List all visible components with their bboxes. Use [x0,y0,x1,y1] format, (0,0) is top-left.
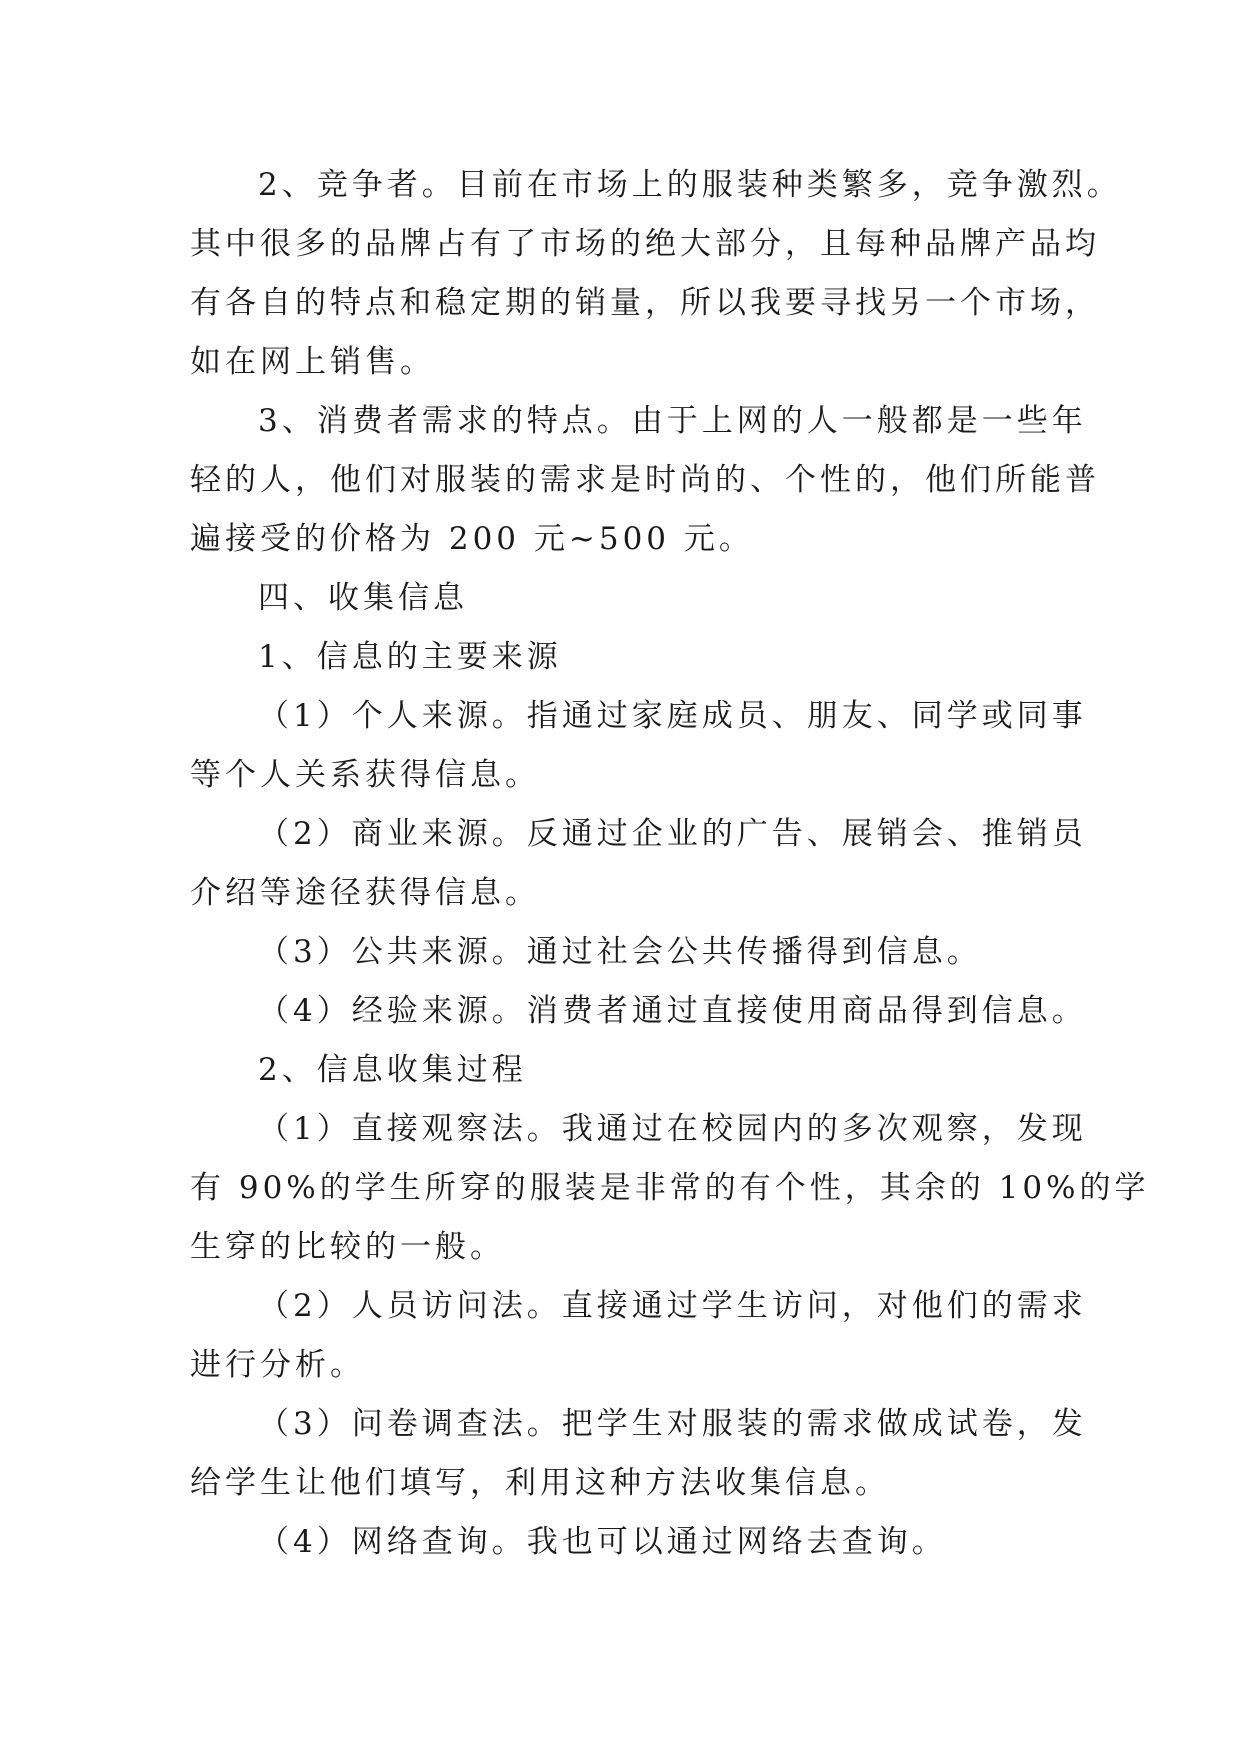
paragraph-competitors-line-1: 2、竞争者。目前在市场上的服装种类繁多，竞争激烈。 [258,167,1122,203]
item-public-source: （3）公共来源。通过社会公共传播得到信息。 [258,934,982,970]
paragraph-competitors-line-3: 有各自的特点和稳定期的销量，所以我要寻找另一个市场， [190,285,1100,321]
subheading-collection-process: 2、信息收集过程 [258,1052,527,1088]
item-interview-line-1: （2）人员访问法。直接通过学生访问，对他们的需求 [258,1288,1087,1324]
item-commercial-source-line-2: 介绍等途径获得信息。 [190,875,540,911]
item-observation-line-2: 有 90%的学生所穿的服装是非常的有个性，其余的 10%的学 [190,1170,1150,1206]
item-online-search: （4）网络查询。我也可以通过网络去查询。 [258,1524,947,1560]
section-heading-collect-info: 四、收集信息 [258,580,468,616]
subheading-info-sources: 1、信息的主要来源 [258,639,562,675]
item-interview-line-2: 进行分析。 [190,1347,365,1383]
paragraph-competitors-line-4: 如在网上销售。 [190,344,435,380]
item-questionnaire-line-1: （3）问卷调查法。把学生对服装的需求做成试卷，发 [258,1406,1087,1442]
paragraph-consumer-needs-line-1: 3、消费者需求的特点。由于上网的人一般都是一些年 [258,403,1087,439]
paragraph-consumer-needs-line-3: 遍接受的价格为 200 元~500 元。 [190,521,754,557]
item-observation-line-1: （1）直接观察法。我通过在校园内的多次观察，发现 [258,1111,1087,1147]
item-personal-source-line-2: 等个人关系获得信息。 [190,757,540,793]
item-questionnaire-line-2: 给学生让他们填写，利用这种方法收集信息。 [190,1465,890,1501]
item-observation-line-3: 生穿的比较的一般。 [190,1229,505,1265]
paragraph-consumer-needs-line-2: 轻的人，他们对服装的需求是时尚的、个性的，他们所能普 [190,462,1100,498]
item-personal-source-line-1: （1）个人来源。指通过家庭成员、朋友、同学或同事 [258,698,1087,734]
item-experience-source: （4）经验来源。消费者通过直接使用商品得到信息。 [258,993,1087,1029]
paragraph-competitors-line-2: 其中很多的品牌占有了市场的绝大部分，且每种品牌产品均 [190,226,1100,262]
item-commercial-source-line-1: （2）商业来源。反通过企业的广告、展销会、推销员 [258,816,1087,852]
